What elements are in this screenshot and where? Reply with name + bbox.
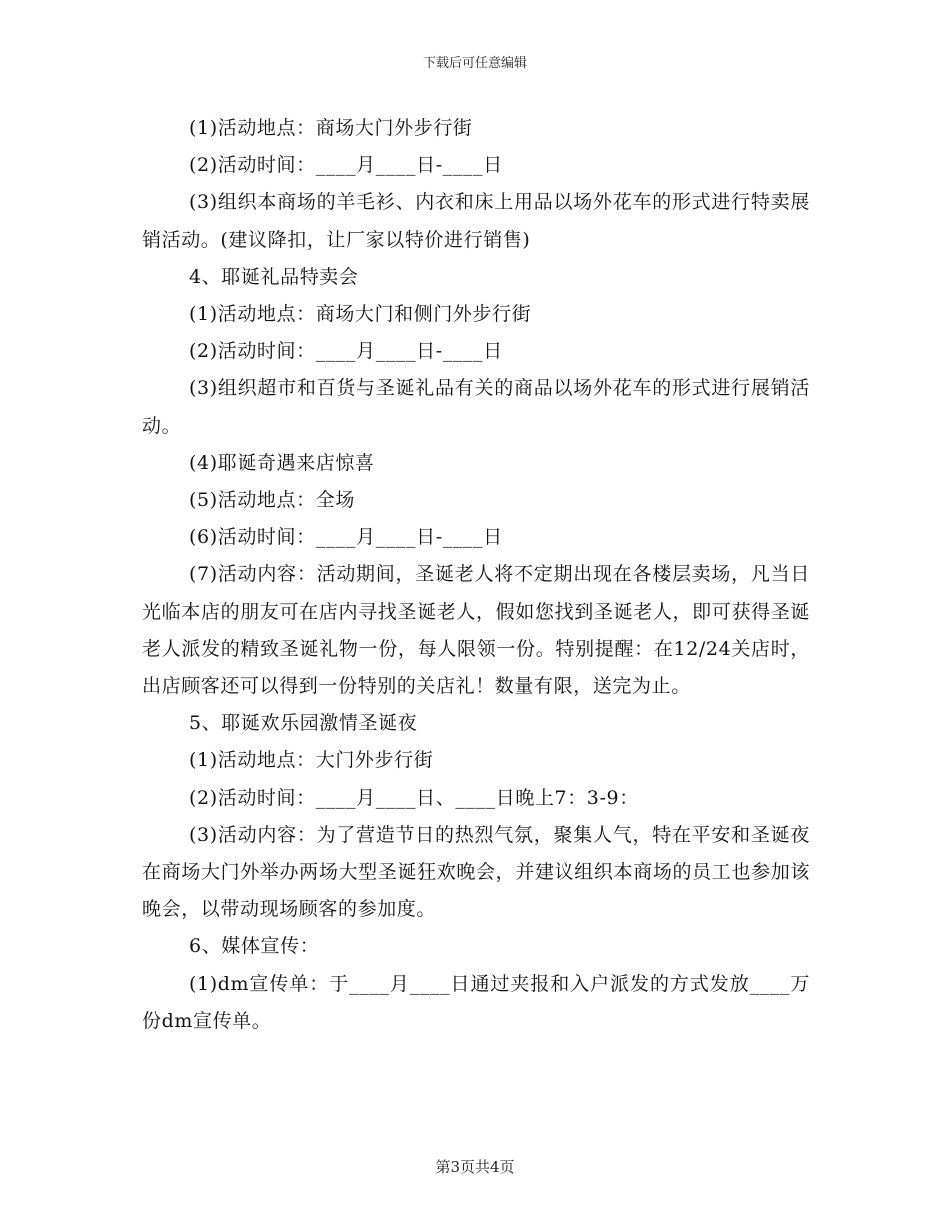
paragraph: (7)活动内容：活动期间，圣诞老人将不定期出现在各楼层卖场，凡当日光临本店的朋友可在店内寻找圣诞老人，假如您找到圣诞老人，即可获得圣诞老人派发的精致圣诞礼物一份，每人限领一份。特别提醒：在12/24关店时，出店顾客还可以得到一份特别的关店礼！数量有限，送完为止。 [142, 563, 810, 698]
paragraph: (1)dm宣传单：于____月____日通过夹报和入户派发的方式发放____万份dm宣传单。 [142, 972, 810, 1032]
document-body [142, 110, 810, 1040]
page-footer: 第3页共4页 [435, 1158, 515, 1176]
paragraph: (5)活动地点：全场 [189, 489, 355, 512]
paragraph: (2)活动时间：____月____日-____日 [189, 340, 503, 363]
section-heading: 5、耶诞欢乐园激情圣诞夜 [189, 712, 418, 735]
section-heading: 4、耶诞礼品特卖会 [189, 265, 359, 288]
paragraph: (2)活动时间：____月____日-____日 [189, 154, 503, 177]
paragraph: (3)活动内容：为了营造节日的热烈气氛，聚集人气，特在平安和圣诞夜在商场大门外举办两场大型圣诞狂欢晚会，并建议组织本商场的员工也参加该晚会，以带动现场顾客的参加度。 [142, 823, 810, 921]
paragraph: (1)活动地点：大门外步行街 [189, 749, 434, 772]
paragraph: (1)活动地点：商场大门外步行街 [189, 117, 473, 139]
paragraph: (6)活动时间：____月____日-____日 [189, 526, 503, 549]
paragraph: (1)活动地点：商场大门和侧门外步行街 [189, 303, 532, 326]
paragraph: (2)活动时间：____月____日、____日晚上7：3-9： [189, 786, 639, 809]
section-heading: 6、媒体宣传： [189, 935, 320, 958]
paragraph: (3)组织本商场的羊毛衫、内衣和床上用品以场外花车的形式进行特卖展销活动。(建议降扣，让厂家以特价进行销售) [142, 191, 810, 251]
paragraph: (4)耶诞奇遇来店惊喜 [189, 451, 375, 474]
page-header: 下载后可任意编辑 [422, 56, 527, 71]
paragraph: (3)组织超市和百货与圣诞礼品有关的商品以场外花车的形式进行展销活动。 [142, 377, 810, 437]
